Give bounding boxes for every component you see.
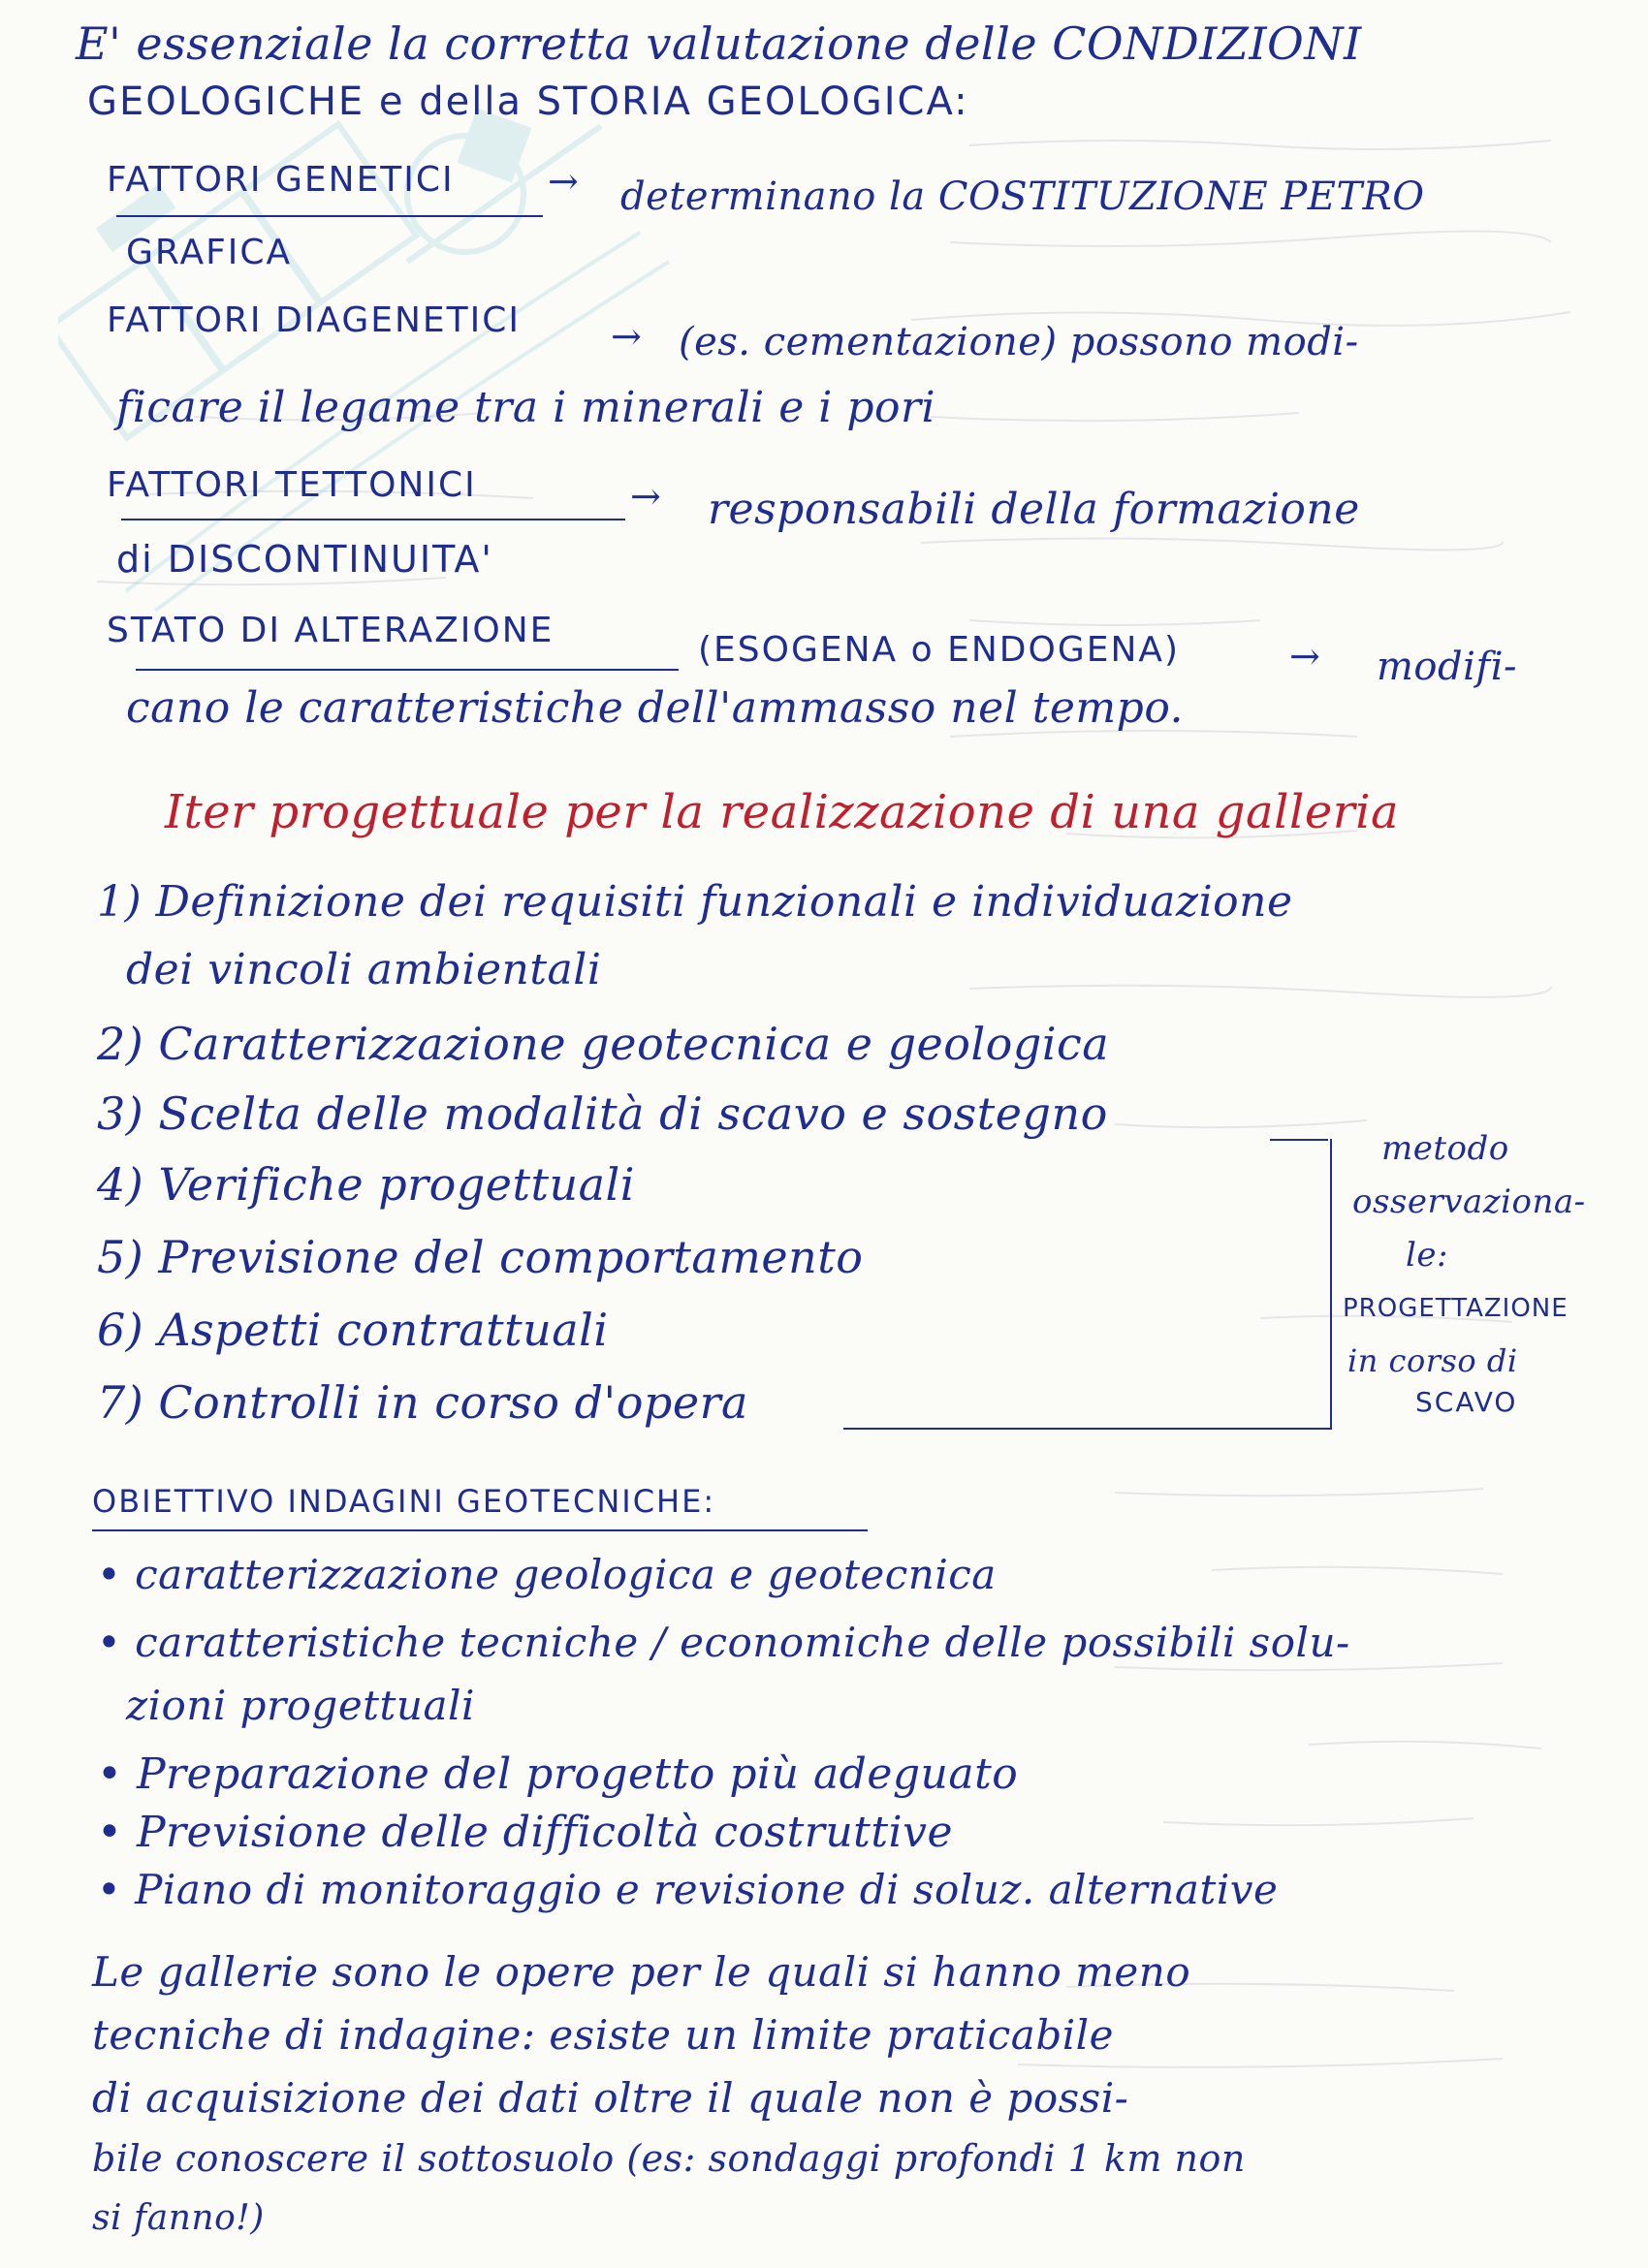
- factor-alterazione-text2: modifi-: [1377, 645, 1518, 689]
- factor-tettonici-text: responsabili della formazione: [708, 485, 1360, 534]
- closing-line-2: tecniche di indagine: esiste un limite praticabile: [92, 2011, 1114, 2059]
- iter-step-1: 1) Definizione dei requisiti funzionali e individuazione: [97, 877, 1293, 927]
- objective-item-2-cont: zioni progettuali: [126, 1682, 475, 1729]
- iter-step-2: 2) Caratterizzazione geotecnica e geologica: [97, 1018, 1110, 1070]
- iter-step-3: 3) Scelta delle modalità di scavo e sostegno: [97, 1087, 1108, 1140]
- objective-item-1: • caratterizzazione geologica e geotecnica: [97, 1551, 997, 1598]
- objective-item-3: • Preparazione del progetto più adeguato: [97, 1749, 1019, 1799]
- closing-line-5: si fanno!): [92, 2198, 265, 2238]
- side-note-3: le:: [1406, 1236, 1448, 1275]
- arrow-icon: →: [1289, 635, 1321, 677]
- arrow-icon: →: [630, 475, 662, 518]
- side-note-4: PROGETTAZIONE: [1343, 1294, 1569, 1323]
- objective-item-4: • Previsione delle difficoltà costruttive: [97, 1808, 954, 1857]
- objective-item-5: • Piano di monitoraggio e revisione di soluz. alternative: [97, 1866, 1279, 1913]
- iter-step-4: 4) Verifiche progettuali: [97, 1158, 635, 1211]
- objectives-underline: [92, 1529, 868, 1531]
- factor-genetici-underline: [116, 215, 543, 217]
- iter-title: Iter progettuale per la realizzazione di una galleria: [165, 785, 1400, 839]
- closing-line-4: bile conoscere il sottosuolo (es: sondaggi profondi 1 km non: [92, 2137, 1246, 2180]
- factor-alterazione-underline: [136, 669, 679, 671]
- side-note-6: SCAVO: [1415, 1386, 1518, 1418]
- side-note-1: metodo: [1381, 1129, 1509, 1168]
- iter-step-5: 5) Previsione del comportamento: [97, 1231, 864, 1283]
- objective-item-2: • caratteristiche tecniche / economiche delle possibili solu-: [97, 1619, 1350, 1666]
- factor-alterazione-cont: cano le caratteristiche dell'ammasso nel tempo.: [126, 683, 1185, 733]
- iter-step-1-cont: dei vincoli ambientali: [126, 945, 602, 994]
- factor-diagenetici-cont: ficare il legame tra i minerali e i pori: [116, 383, 936, 432]
- iter-step-7: 7) Controlli in corso d'opera: [97, 1376, 748, 1429]
- factor-genetici-cont: GRAFICA: [126, 233, 293, 272]
- factor-tettonici-term: FATTORI TETTONICI: [107, 465, 477, 505]
- factor-tettonici-underline: [121, 519, 625, 520]
- iter-step-6: 6) Aspetti contrattuali: [97, 1304, 609, 1356]
- objectives-title: OBIETTIVO INDAGINI GEOTECNICHE:: [92, 1483, 716, 1520]
- arrow-icon: →: [548, 160, 580, 203]
- side-note-5: in corso di: [1347, 1342, 1518, 1379]
- arrow-icon: →: [611, 315, 643, 358]
- factor-diagenetici-term: FATTORI DIAGENETICI: [107, 300, 522, 340]
- closing-line-3: di acquisizione dei dati oltre il quale non è possi-: [92, 2074, 1129, 2122]
- side-note-2: osservaziona-: [1352, 1182, 1586, 1221]
- closing-line-1: Le gallerie sono le opere per le quali si hanno meno: [92, 1948, 1191, 1996]
- factor-genetici-text: determinano la COSTITUZIONE PETRO: [620, 174, 1425, 219]
- steps-bracket: [1289, 1139, 1332, 1430]
- factor-tettonici-cont: di DISCONTINUITA': [116, 538, 493, 581]
- factor-alterazione-text: (ESOGENA o ENDOGENA): [698, 630, 1181, 670]
- factor-alterazione-term: STATO DI ALTERAZIONE: [107, 611, 555, 650]
- factor-genetici-term: FATTORI GENETICI: [107, 160, 455, 200]
- intro-line-1: E' essenziale la corretta valutazione delle CONDIZIONI: [76, 17, 1362, 70]
- bracket-bottom-line: [843, 1428, 1330, 1430]
- factor-diagenetici-text: (es. cementazione) possono modi-: [679, 320, 1359, 364]
- intro-line-2: GEOLOGICHE e della STORIA GEOLOGICA:: [87, 79, 969, 124]
